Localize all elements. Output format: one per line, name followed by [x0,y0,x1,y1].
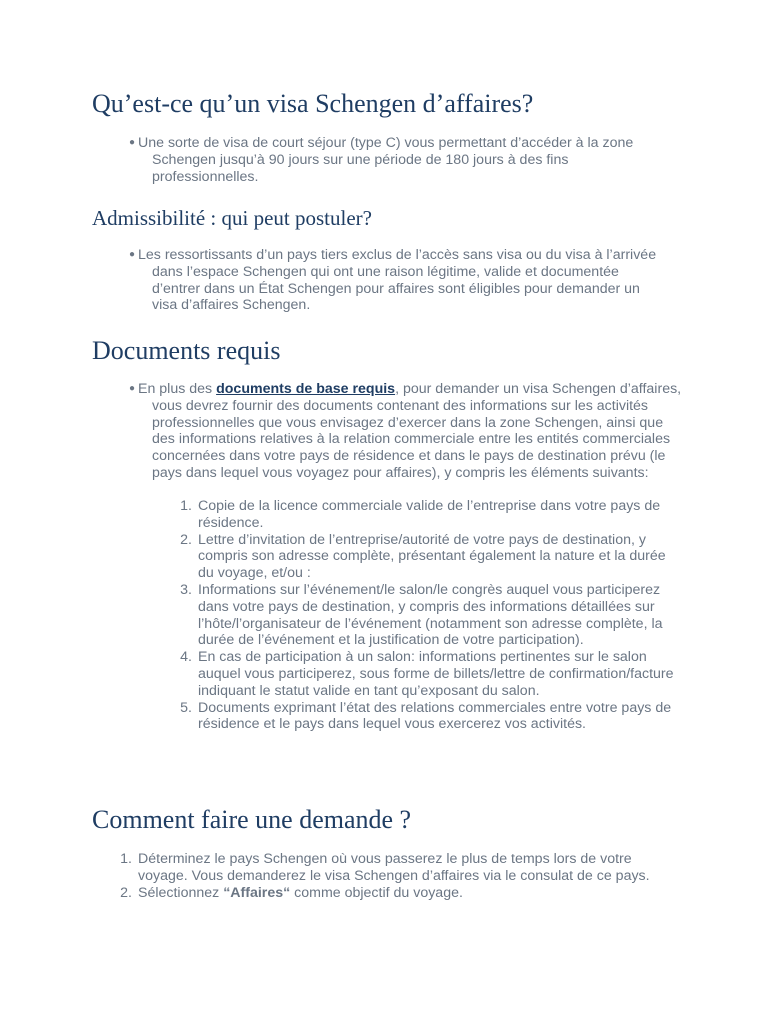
bullet-documents [129,381,684,482]
step-suffix: comme objectif du voyage. [290,884,463,901]
step-business-purpose: “Affaires“ [223,884,291,901]
list-item-text: Lettre d’invitation de l’entreprise/autorité de votre pays de destination, y compris son adresse complète, présentant également la nature et la durée du voyage, et/ou : [198,531,666,582]
list-item [116,851,681,885]
list-item-number: 2. [120,884,132,901]
apply-steps-list [116,851,681,901]
bullet-eligibility-text: Les ressortissants d’un pays tiers exclus de l’accès sans visa ou du visa à l’arrivée dans l’espace Schengen qui ont une raison légitime, valide et documentée d’entrer dans un État Schengen pour affaires sont éligibles pour demander un visa d’affaires Schengen. [138,247,657,314]
bullet-dot-icon: ● [129,137,136,148]
list-item-number: 2. [180,531,192,548]
heading-how-to-apply: Comment faire une demande ? [92,805,412,834]
bullet-dot-icon: ● [129,249,136,260]
list-item-number: 5. [180,699,192,716]
list-item-text [138,885,463,901]
list-item [176,582,676,649]
bullet-documents-text [138,381,684,482]
list-item-number: 4. [180,649,192,666]
bullet-eligibility [129,247,659,314]
list-item-number: 1. [120,851,132,867]
list-item-text: En cas de participation à un salon: informations pertinentes sur le salon auquel vous participerez, sous forme de billets/lettre de confirmation/facture indiquant le statut valide en tant qu’exposant du salon. [198,649,674,699]
list-item-text: Documents exprimant l’état des relations commerciales entre votre pays de résidence et le pays dans lequel vous exercerez vos activités. [198,699,672,733]
documents-list [176,498,676,733]
documents-suffix: , pour demander un visa Schengen d’affaires, vous devrez fournir des documents contenant des informations sur les activités professionnelles que vous envisagez d’exercer dans la zone Schengen, ainsi que des informations relatives à la relation commerciale entre les entités commerciales concernées dans votre pays de résidence et dans le pays de destination prévu (le pays dans lequel vous voyagez pour affaires), y compris les éléments suivants: [152,381,682,481]
list-item-number: 1. [180,498,192,514]
bullet-what-is [129,135,659,185]
list-item-text: Informations sur l’événement/le salon/le congrès auquel vous participerez dans votre pays de destination, y compris des informations détaillées sur l’hôte/l’organisateur de l’événement (notamment son adresse complète, la durée de l’événement et la justification de votre participation). [198,581,663,649]
documents-prefix: En plus des [138,381,217,397]
list-item [176,649,676,699]
bullet-what-is-text: Une sorte de visa de court séjour (type C) vous permettant d’accéder à la zone Schengen jusqu’à 90 jours sur une période de 180 jours à des fins professionnelles. [138,135,634,185]
list-item-text: Copie de la licence commerciale valide de l’entreprise dans votre pays de résidence. [198,498,661,531]
list-item [176,700,676,734]
step-prefix: Sélectionnez [138,884,224,901]
list-item [176,498,676,532]
list-item [116,885,681,902]
heading-what-is-business-visa: Qu’est-ce qu’un visa Schengen d’affaires? [92,89,534,118]
base-documents-link[interactable]: documents de base requis [216,381,396,397]
list-item-number: 3. [180,581,192,598]
list-item [176,532,676,582]
heading-required-documents: Documents requis [92,336,281,365]
list-item-text: Déterminez le pays Schengen où vous passerez le plus de temps lors de votre voyage. Vous demanderez le visa Schengen d’affaires via le consulat de ce pays. [138,851,650,884]
bullet-dot-icon: ● [129,383,136,394]
heading-eligibility: Admissibilité : qui peut postuler? [92,206,372,230]
